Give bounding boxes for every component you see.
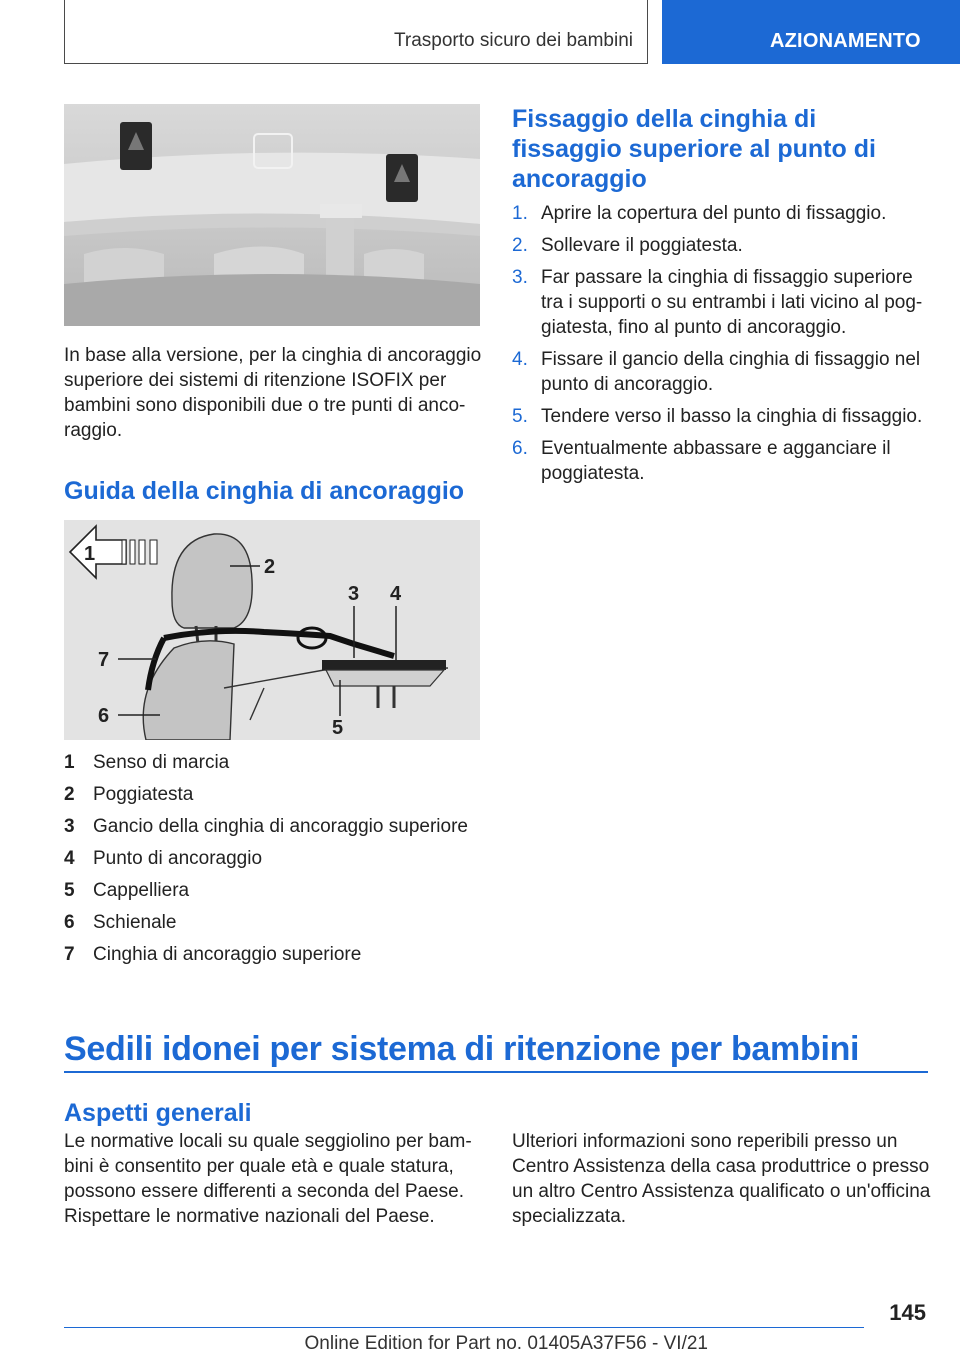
legend-text: Punto di ancoraggio: [93, 848, 263, 869]
fastening-heading: Fissaggio della cinghia di fissaggio superiore al punto di ancoraggio: [512, 105, 876, 193]
diagram-label-2: 2: [264, 556, 276, 578]
step-number: 1.: [512, 203, 528, 224]
section-heading: Sedili idonei per sistema di ritenzione per bambini: [64, 1030, 860, 1068]
legend-text: Gancio della cinghia di ancoraggio superiore: [93, 816, 468, 837]
step-text: Sollevare il poggiatesta.: [541, 235, 743, 256]
diagram-label-3: 3: [348, 583, 360, 605]
direction-arrow-icon: [70, 526, 126, 578]
step-text: Eventualmente abbassare e agganciare il poggiatesta.: [541, 438, 891, 484]
step-number: 6.: [512, 438, 528, 459]
rear-seat-anchor-photo: [64, 104, 480, 326]
header-title: Trasporto sicuro dei bambini: [393, 30, 633, 51]
general-aspects-paragraph-left: Le normative locali su quale seggiolino per bam‐bini è consentito per quale età e quale statura, possono essere differenti a seconda del Paese. Rispettare le normative nazionali del Paese.: [64, 1131, 472, 1227]
anchor-strap-diagram: [64, 520, 480, 740]
legend-text: Schienale: [93, 912, 177, 933]
diagram-label-7: 7: [98, 649, 110, 671]
legend-text: Cappelliera: [93, 880, 190, 901]
diagram-label-6: 6: [98, 705, 110, 727]
legend-item: [64, 752, 229, 784]
step-number: 4.: [512, 349, 528, 370]
footer-rule: [64, 1327, 864, 1328]
intro-paragraph: In base alla versione, per la cinghia di ancoraggio superiore dei sistemi di ritenzione ISOFIX per bambini sono disponibili due o tre punti di anco‐raggio.: [64, 345, 482, 441]
legend-number: 6: [64, 912, 75, 933]
legend-text: Cinghia di ancoraggio superiore: [93, 944, 362, 965]
legend-number: 3: [64, 816, 75, 837]
step-item: [512, 404, 932, 429]
step-item: [512, 265, 932, 340]
step-text: Far passare la cinghia di fissaggio superiore tra i supporti o su entrambi i lati vicino al pog‐giatesta, fino al punto di ancoraggio.: [541, 267, 923, 338]
header-title-tab: [64, 0, 648, 64]
footer-edition: Online Edition for Part no. 01405A37F56 - VI/21: [304, 1333, 708, 1354]
legend-number: 2: [64, 784, 75, 805]
legend-number: 7: [64, 944, 75, 965]
general-aspects-heading: Aspetti generali: [64, 1099, 252, 1127]
rear-seat-illustration: [64, 104, 480, 326]
legend-item: [64, 912, 176, 944]
step-number: 2.: [512, 235, 528, 256]
legend-number: 1: [64, 752, 75, 773]
legend-item: [64, 848, 262, 880]
step-number: 3.: [512, 267, 528, 288]
general-aspects-paragraph-right: Ulteriori informazioni sono reperibili presso un Centro Assistenza della casa produttrice o presso un altro Centro Assistenza qualificato o un'officina specializzata.: [512, 1131, 931, 1227]
step-number: 5.: [512, 406, 528, 427]
step-text: Fissare il gancio della cinghia di fissaggio nel punto di ancoraggio.: [541, 349, 921, 395]
guide-heading: Guida della cinghia di ancoraggio: [64, 477, 465, 505]
legend-text: Poggiatesta: [93, 784, 194, 805]
anchor-strap-illustration: [64, 520, 480, 740]
diagram-label-5: 5: [332, 717, 344, 739]
legend-item: [64, 880, 189, 912]
header-section-tab: [662, 0, 960, 64]
diagram-label-1: 1: [84, 543, 96, 565]
legend-text: Senso di marcia: [93, 752, 230, 773]
step-item: [512, 436, 932, 486]
step-item: [512, 201, 932, 226]
diagram-label-4: 4: [390, 583, 402, 605]
step-text: Tendere verso il basso la cinghia di fissaggio.: [541, 406, 923, 427]
step-item: [512, 233, 932, 258]
legend-item: [64, 816, 468, 848]
section-rule: [64, 1071, 928, 1073]
legend-item: [64, 944, 361, 976]
step-item: [512, 347, 932, 397]
page-number: 145: [889, 1300, 926, 1325]
legend-number: 4: [64, 848, 75, 869]
step-text: Aprire la copertura del punto di fissaggio.: [541, 203, 887, 224]
legend-number: 5: [64, 880, 75, 901]
legend-item: [64, 784, 193, 816]
header-section-label: AZIONAMENTO: [770, 30, 921, 52]
